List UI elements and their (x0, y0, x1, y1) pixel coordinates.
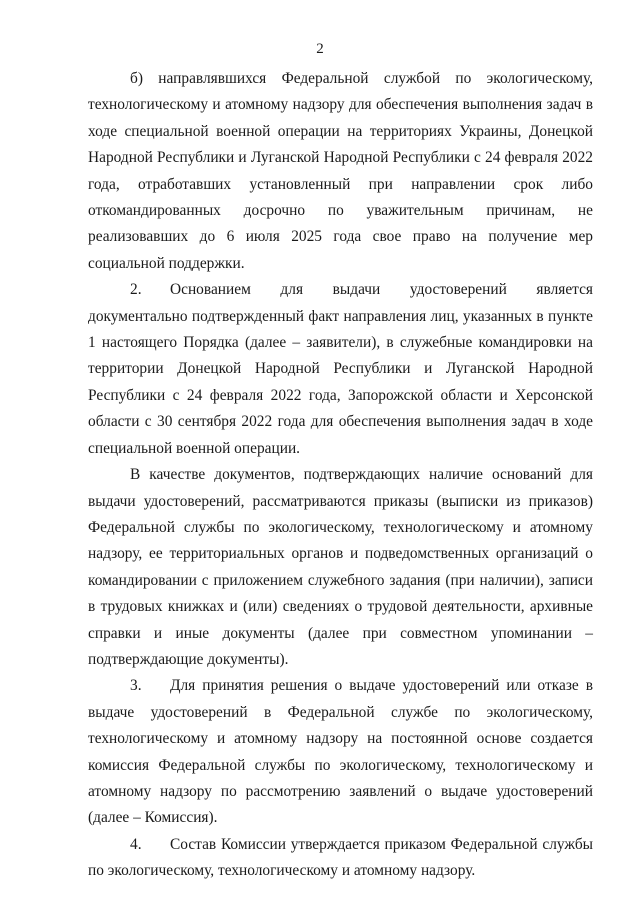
paragraph-text: б) направлявшихся Федеральной службой по экологическому, технологическому и атомному надзору для обеспечения выполнения задач в ходе специальной военной операции на территориях Украины, Донецкой Народной Республики и Луганской Народной Республики с 24 февраля 2022 года, отработавших установленный при направлении срок либо откомандированных досрочно по уважительным причинам, не реализовавших до 6 июля 2025 года свое право на получение мер социальной поддержки. (88, 70, 593, 272)
paragraph-2-continued (88, 462, 593, 673)
page-number: 2 (316, 41, 324, 57)
paragraph-text: Для принятия решения о выдаче удостоверений или отказе в выдаче удостоверений в Федеральной службе по экологическому, технологическому и атомному надзору на постоянной основе создается комиссия Федеральной службы по экологическому, технологическому и атомному надзору по рассмотрению заявлений о выдаче удостоверений (далее – Комиссия). (88, 677, 593, 827)
paragraph-text: Состав Комиссии утверждается приказом Федеральной службы по экологическому, технологическому и атомному надзору. (88, 835, 593, 880)
paragraph-text: В качестве документов, подтверждающих наличие оснований для выдачи удостоверений, рассматриваются приказы (выписки из приказов) Федеральной службы по экологическому, технологическому и атомному надзору, ее территориальных органов и подведомственных организаций о командировании с приложением служебного задания (при наличии), записи в трудовых книжках и (или) сведениях о трудовой деятельности, архивные справки и иные документы (далее при совместном упоминании – подтверждающие документы). (88, 466, 593, 668)
document-body (88, 66, 593, 885)
paragraph-2 (88, 277, 593, 462)
paragraph-4 (88, 832, 593, 885)
paragraph-number: 2. (130, 281, 142, 299)
paragraph-3 (88, 673, 593, 831)
paragraph-number: 4. (130, 835, 142, 853)
paragraph-1b (88, 66, 593, 277)
paragraph-number: 3. (130, 677, 142, 695)
paragraph-text: Основанием для выдачи удостоверений является документально подтвержденный факт направления лиц, указанных в пункте 1 настоящего Порядка (далее – заявители), в служебные командировки на территории Донецкой Народной Республики и Луганской Народной Республики с 24 февраля 2022 года, Запорожской области и Херсонской области с 30 сентября 2022 года для обеспечения выполнения задач в ходе специальной военной операции. (88, 281, 593, 457)
